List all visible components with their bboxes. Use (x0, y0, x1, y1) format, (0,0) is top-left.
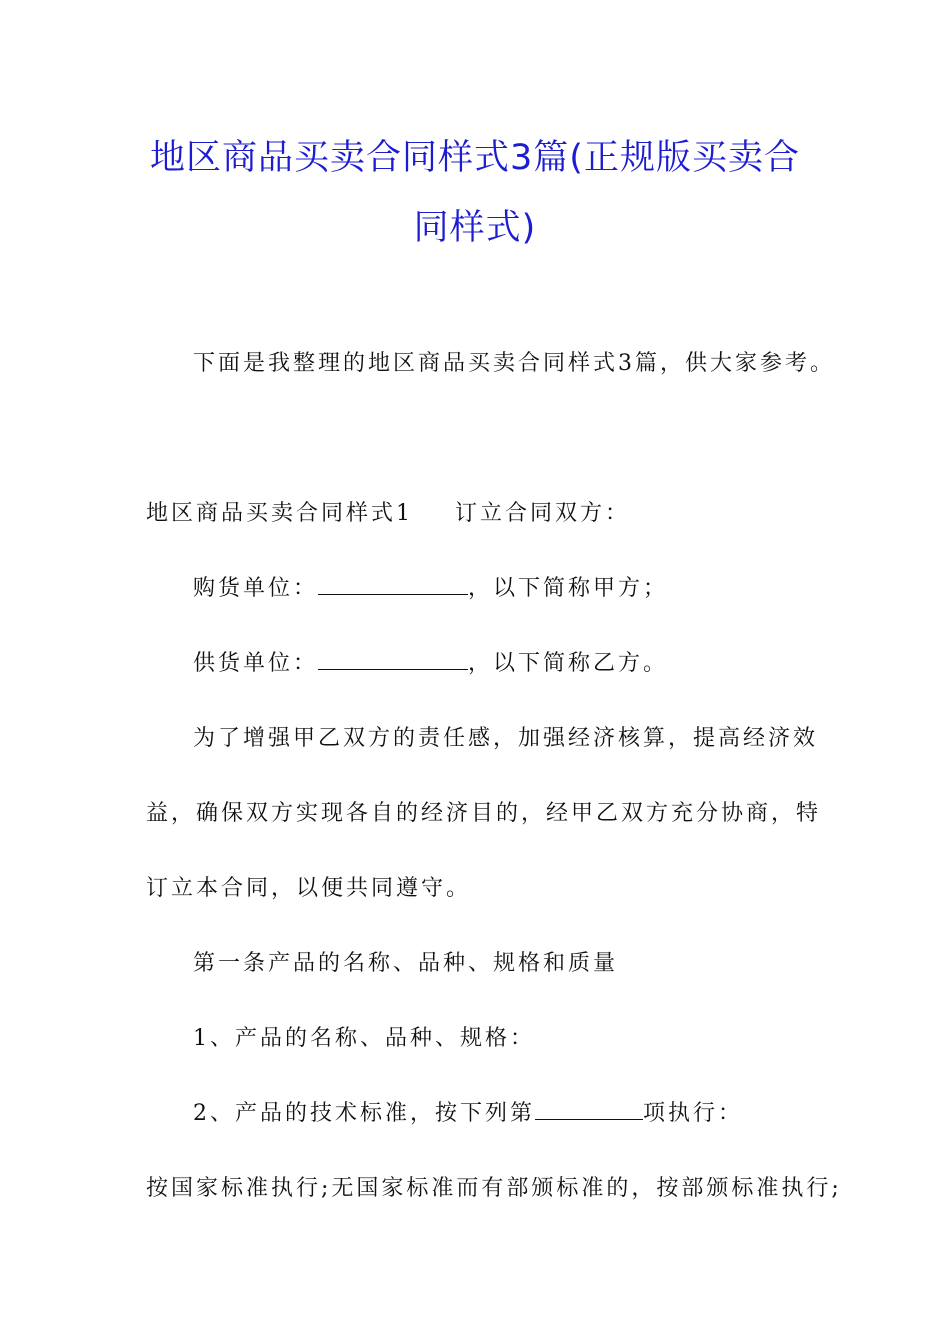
seller-label: 供货单位： (193, 651, 319, 676)
buyer-label: 购货单位： (193, 576, 319, 601)
purpose-paragraph-line-3: 订立本合同，以便共同遵守。 (146, 876, 472, 901)
seller-line (193, 646, 668, 677)
seller-suffix: ，以下简称乙方。 (468, 651, 669, 676)
buyer-line (193, 571, 668, 602)
document-title-line-1: 地区商品买卖合同样式3篇(正规版买卖合 (150, 138, 800, 178)
section-1-heading-line (146, 496, 630, 527)
purpose-paragraph-line-1: 为了增强甲乙双方的责任感，加强经济核算，提高经济效 (193, 726, 819, 751)
buyer-suffix: ，以下简称甲方； (468, 576, 669, 601)
intro-paragraph: 下面是我整理的地区商品买卖合同样式3篇，供大家参考。 (193, 351, 835, 376)
section-1-heading: 地区商品买卖合同样式1 (146, 501, 413, 526)
standard-line: 按国家标准执行;无国家标准而有部颁标准的，按部颁标准执行; (146, 1176, 842, 1201)
article-1-heading: 第一条产品的名称、品种、规格和质量 (193, 951, 619, 976)
purpose-paragraph-line-2: 益，确保双方实现各自的经济目的，经甲乙双方充分协商，特 (146, 801, 822, 826)
seller-blank-field[interactable] (318, 647, 468, 670)
item-2-suffix: 项执行： (643, 1101, 744, 1126)
item-1: 1、产品的名称、品种、规格： (193, 1026, 535, 1051)
item-2-prefix: 2、产品的技术标准，按下列第 (193, 1101, 535, 1126)
buyer-blank-field[interactable] (318, 572, 468, 595)
item-2-line (193, 1096, 743, 1127)
item-2-blank-field[interactable] (535, 1097, 643, 1120)
document-title-line-2: 同样式) (413, 208, 537, 248)
parties-label: 订立合同双方： (455, 501, 631, 526)
